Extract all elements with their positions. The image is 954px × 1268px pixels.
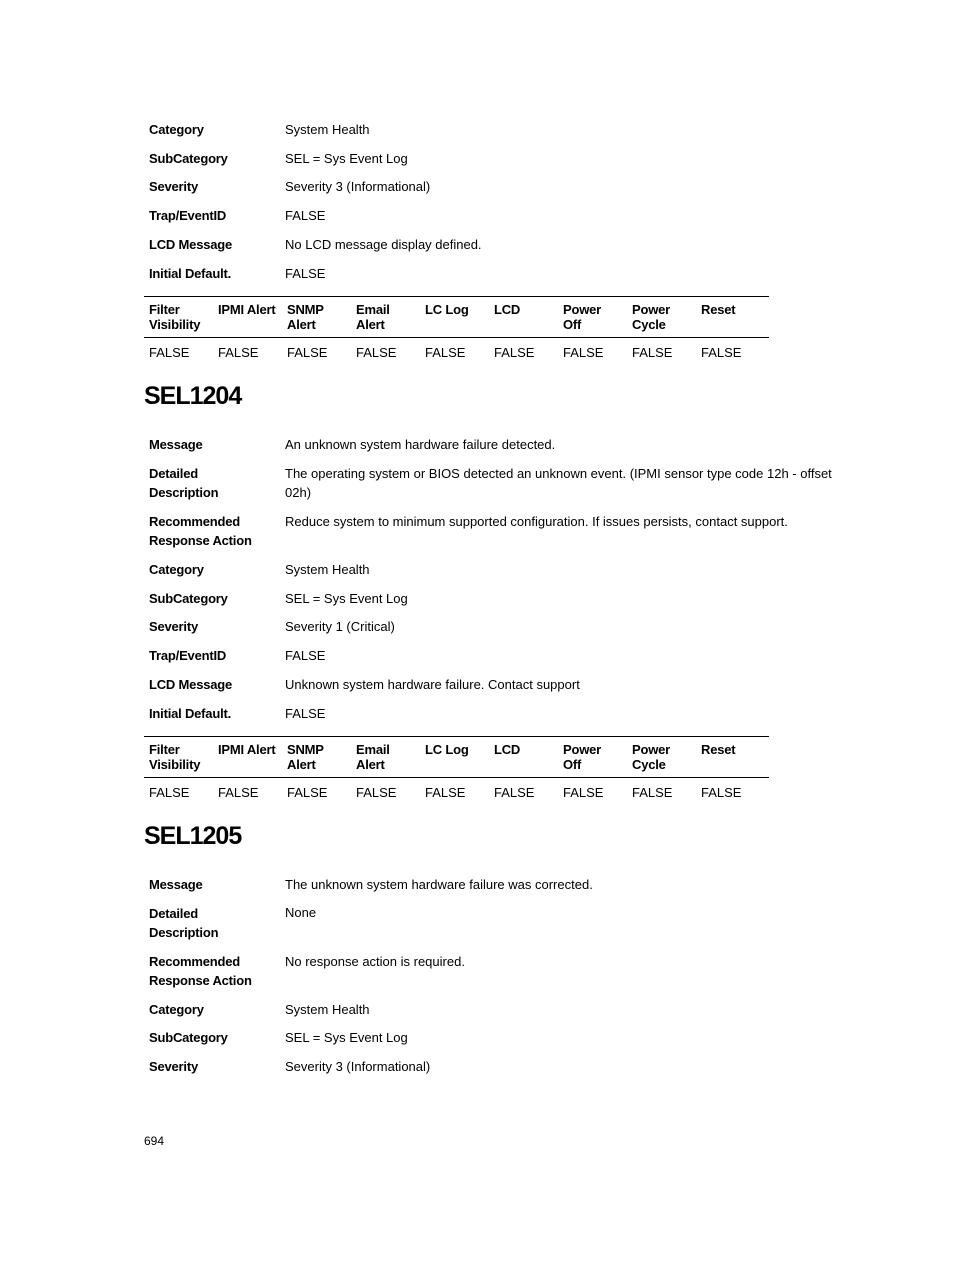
table-cell: FALSE (632, 345, 673, 360)
table-cell: FALSE (287, 785, 328, 800)
column-header: IPMI Alert (218, 302, 276, 317)
table-cell: FALSE (494, 345, 535, 360)
property-value: An unknown system hardware failure detected. (285, 437, 556, 452)
action-flags-table (144, 736, 769, 800)
table-cell: FALSE (287, 345, 328, 360)
table-cell: FALSE (218, 785, 259, 800)
property-label: Message (149, 877, 203, 892)
section-heading: SEL1204 (144, 382, 242, 410)
property-value: FALSE (285, 208, 326, 223)
table-cell: FALSE (563, 345, 604, 360)
table-header-row (144, 297, 769, 338)
column-header: Filter Visibility (149, 742, 201, 772)
property-label: Detailed Description (149, 906, 219, 940)
property-value: None (285, 905, 317, 920)
property-label: Initial Default. (149, 706, 232, 721)
column-header: Power Off (563, 302, 602, 332)
table-cell: FALSE (632, 785, 673, 800)
column-header: Reset (701, 742, 736, 757)
table-row (144, 338, 769, 361)
property-label: Trap/EventID (149, 208, 227, 223)
page-number: 694 (144, 1134, 165, 1148)
property-value: Severity 3 (Informational) (285, 1059, 431, 1074)
table-cell: FALSE (425, 785, 466, 800)
table-cell: FALSE (425, 345, 466, 360)
column-header: LCD (494, 742, 521, 757)
property-label: Severity (149, 1059, 198, 1074)
property-value: FALSE (285, 706, 326, 721)
column-header: LC Log (425, 302, 469, 317)
table-cell: FALSE (563, 785, 604, 800)
property-label: Trap/EventID (149, 648, 227, 663)
property-value: FALSE (285, 648, 326, 663)
column-header: SNMP Alert (287, 742, 324, 772)
property-label: LCD Message (149, 237, 233, 252)
action-flags-table (144, 296, 769, 360)
column-header: SNMP Alert (287, 302, 324, 332)
table-cell: FALSE (701, 345, 742, 360)
property-label: Recommended Response Action (149, 514, 252, 548)
property-value: SEL = Sys Event Log (285, 1030, 408, 1045)
property-label: Message (149, 437, 203, 452)
table-header-row (144, 737, 769, 778)
column-header: Power Cycle (632, 302, 671, 332)
property-value: The unknown system hardware failure was corrected. (285, 877, 593, 892)
property-label: Category (149, 562, 204, 577)
property-value: Severity 1 (Critical) (285, 619, 395, 634)
property-label: SubCategory (149, 591, 228, 606)
table-cell: FALSE (356, 785, 397, 800)
property-label: Category (149, 122, 204, 137)
table-cell: FALSE (149, 785, 190, 800)
table-cell: FALSE (218, 345, 259, 360)
column-header: Power Off (563, 742, 602, 772)
property-label: Recommended Response Action (149, 954, 252, 988)
property-value: System Health (285, 562, 370, 577)
property-label: Category (149, 1002, 204, 1017)
section-heading: SEL1205 (144, 822, 242, 850)
property-label: LCD Message (149, 677, 233, 692)
property-label: Initial Default. (149, 266, 232, 281)
property-value: No response action is required. (285, 954, 465, 969)
property-value: Severity 3 (Informational) (285, 179, 431, 194)
column-header: IPMI Alert (218, 742, 276, 757)
property-value: System Health (285, 122, 370, 137)
table-cell: FALSE (494, 785, 535, 800)
property-label: SubCategory (149, 1030, 228, 1045)
column-header: Filter Visibility (149, 302, 201, 332)
column-header: Reset (701, 302, 736, 317)
property-label: Severity (149, 179, 198, 194)
table-cell: FALSE (149, 345, 190, 360)
property-value: System Health (285, 1002, 370, 1017)
column-header: LCD (494, 302, 521, 317)
property-label: Severity (149, 619, 198, 634)
property-value: No LCD message display defined. (285, 237, 482, 252)
property-value: SEL = Sys Event Log (285, 591, 408, 606)
property-label: Detailed Description (149, 466, 219, 500)
property-label: SubCategory (149, 151, 228, 166)
table-cell: FALSE (701, 785, 742, 800)
property-value: FALSE (285, 266, 326, 281)
property-value: SEL = Sys Event Log (285, 151, 408, 166)
column-header: Email Alert (356, 302, 390, 332)
property-value: Unknown system hardware failure. Contact support (285, 677, 580, 692)
column-header: LC Log (425, 742, 469, 757)
property-value: The operating system or BIOS detected an unknown event. (IPMI sensor type code 12h - offset 02h) (285, 466, 832, 500)
property-value: Reduce system to minimum supported configuration. If issues persists, contact support. (285, 514, 788, 529)
column-header: Power Cycle (632, 742, 671, 772)
column-header: Email Alert (356, 742, 390, 772)
table-cell: FALSE (356, 345, 397, 360)
table-row (144, 778, 769, 801)
